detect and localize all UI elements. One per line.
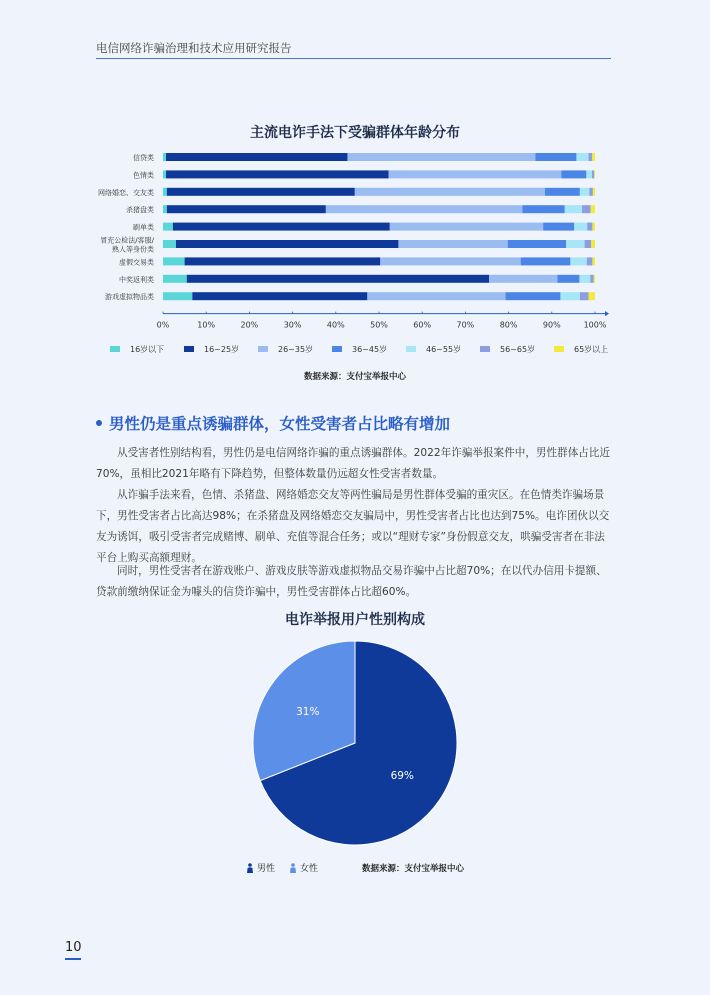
category-label: 网络婚恋、交友类 (98, 188, 154, 197)
x-tick-label: 40% (326, 320, 345, 330)
gender-chart-title: 电诈举报用户性别构成 (285, 612, 425, 628)
paragraph-1: 从受害者性别结构看，男性仍是电信网络诈骗的重点诱骗群体。2022年诈骗举报案件中，男性群体占比近70%，虽相比2021年略有下降趋势，但整体数量仍远超女性受害者数量。 (96, 447, 611, 480)
x-tick-label: 100% (583, 320, 607, 330)
gender-chart-source: 数据来源：支付宝举报中心 (362, 863, 465, 874)
category-label: 熟人等身份类 (112, 245, 154, 254)
category-label: 中奖返利类 (119, 275, 154, 284)
section-heading-text: 男性仍是重点诱骗群体，女性受害者占比略有增加 (109, 415, 451, 433)
category-label: 游戏虚拟物品类 (105, 293, 154, 302)
female-person-icon (289, 863, 297, 873)
category-label: 冒充公检法/客服/ (100, 236, 154, 245)
x-tick-label: 0% (156, 320, 170, 330)
legend-label-female: 女性 (300, 864, 319, 874)
legend-item-male (246, 861, 275, 874)
legend-label: 56~65岁 (500, 345, 536, 354)
pie-slice-label: 31% (296, 705, 320, 718)
pie-legend (246, 861, 464, 874)
paragraph-2: 从诈骗手法来看，色情、杀猪盘、网络婚恋交友等两性骗局是男性群体受骗的重灾区。在色情类诈骗场景下，男性受害者占比高达98%；在杀猪盘及网络婚恋交友骗局中，男性受害者占比也达到75%。电诈团伙以交友为诱饵，吸引受害者完成赌博、刷单、充值等混合任务；或以“理财专家”身份假意交友，哄骗受害者在非法平台上购买高额理财。 (96, 489, 610, 564)
legend-label-male: 男性 (257, 864, 276, 874)
x-tick-label: 20% (240, 320, 259, 330)
x-tick-label: 60% (413, 320, 432, 330)
category-label: 杀猪盘类 (126, 206, 154, 215)
category-label: 信贷类 (133, 154, 154, 162)
x-tick-label: 30% (283, 320, 302, 330)
x-tick-label: 50% (370, 320, 388, 330)
age-chart-source: 数据来源：支付宝举报中心 (303, 372, 406, 382)
category-label: 虚假交易类 (119, 258, 154, 267)
page-number-underline (65, 958, 81, 960)
age-chart-title: 主流电诈手法下受骗群体年龄分布 (250, 125, 460, 141)
report-header-title: 电信网络诈骗治理和技术应用研究报告 (96, 41, 292, 55)
x-tick-label: 70% (456, 320, 475, 330)
page-number: 10 (65, 940, 82, 955)
pie-slice-label: 69% (390, 770, 414, 783)
male-person-icon (246, 863, 254, 873)
x-tick-label: 90% (542, 320, 561, 330)
legend-item-female (289, 861, 318, 874)
x-tick-label: 10% (197, 320, 216, 330)
paragraph-3: 同时，男性受害者在游戏账户、游戏皮肤等游戏虚拟物品交易诈骗中占比超70%；在以代办信用卡提额、贷款前缴纳保证金为噱头的信贷诈骗中，男性受害群体占比超60%。 (96, 565, 607, 598)
category-label: 色情类 (133, 171, 154, 180)
legend-label: 16~25岁 (204, 345, 240, 354)
legend-label: 16岁以下 (130, 345, 165, 354)
x-tick-label: 80% (499, 320, 518, 330)
legend-label: 26~35岁 (278, 345, 314, 354)
legend-label: 65岁以上 (574, 345, 609, 354)
category-label: 刷单类 (133, 223, 154, 232)
legend-label: 36~45岁 (352, 345, 388, 354)
legend-label: 46~55岁 (426, 345, 462, 354)
